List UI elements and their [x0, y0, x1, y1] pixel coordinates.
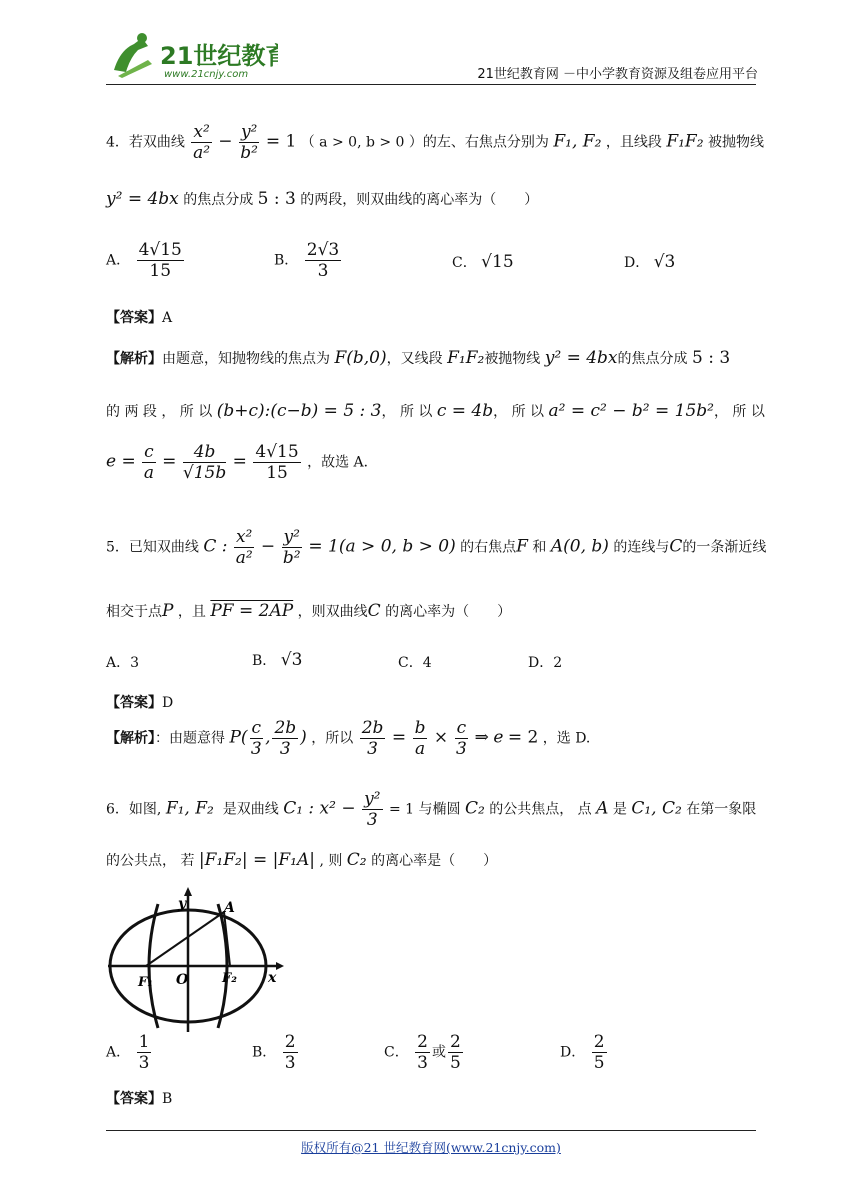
footer: [106, 1138, 756, 1156]
q5-option-b: B． √3: [252, 650, 303, 670]
q6-answer: 【答案】B: [106, 1091, 173, 1107]
ellipse-hyperbola-figure: [106, 884, 286, 1034]
question-6-line1: 6．如图, F₁, F₂ 是双曲线 C₁ : x² − $\frac{\text{y²}}{3}$ = 1 与椭圆 C₂ 的公共焦点， 点 A 是 C₁, C₂ 在第一象限: [106, 789, 757, 830]
footer-link[interactable]: 版权所有@21 世纪教育网(www.21cnjy.com): [301, 1140, 561, 1155]
q6-option-c: C． $\frac{2}{3}$ 或 $\frac{2}{5}$: [384, 1032, 461, 1073]
q4-analysis-line2: 的 两 段 ， 所 以 (b+c):(c−b) = 5 : 3， 所 以 c = 4b， 所 以 a² = c² − b² = 15b²， 所 以: [106, 401, 765, 421]
question-5-line1: 5．已知双曲线 C : $\frac{\text{x²}}{\text{a²}}$ − $\frac{\text{y²}}{\text{b²}}$ = 1(a > 0, b > 0) 的右焦点F 和 A(0, b) 的连线与C的一条渐近线: [106, 527, 767, 568]
q5-option-a: A．3: [106, 655, 140, 671]
header-tagline: 21世纪教育网 －中小学教育资源及组卷应用平台: [477, 67, 758, 82]
q4-option-d: D． √3: [624, 252, 676, 272]
q4-option-a: A． $\frac{4√15}{15}$: [106, 240, 182, 281]
svg-text:www.21cnjy.com: www.21cnjy.com: [164, 69, 249, 80]
question-4-line2: y² = 4bx 的焦点分成 5 : 3 的两段，则双曲线的离心率为（ ）: [106, 189, 539, 209]
q4-option-b: B． $\frac{2√3}{3}$: [274, 240, 340, 281]
label-y: y: [178, 896, 187, 912]
q4-analysis-line3: e = $\frac{c}{a}$ = $\frac{4b}{√15b}$ = $\frac{4√15}{15}$ ，故选 A．: [106, 442, 378, 483]
label-x: x: [268, 970, 277, 986]
q5-option-c: C．4: [398, 655, 432, 671]
question-6-line2: 的公共点， 若 |F₁F₂| = |F₁A| , 则 C₂ 的离心率是（ ）: [106, 850, 498, 870]
q5-option-d: D．2: [528, 655, 563, 671]
q6-option-b: B． $\frac{2}{3}$: [252, 1032, 296, 1073]
segment-f1a: [146, 912, 224, 966]
label-o: O: [176, 972, 189, 988]
label-f1: F₁: [138, 975, 153, 990]
label-f2: F₂: [222, 971, 237, 986]
site-logo: [108, 30, 278, 82]
q4-analysis-line1: 【解析】由题意，知抛物线的焦点为 F(b,0)，又线段 F₁F₂被抛物线 y² = 4bx的焦点分成 5 : 3: [106, 348, 731, 368]
header-divider: [106, 84, 756, 85]
q6-option-d: D． $\frac{2}{5}$: [560, 1032, 605, 1073]
question-4-line1: 4．若双曲线 $\frac{\text{x²}}{\text{a²}}$ − $\frac{\text{y²}}{\text{b²}}$ = 1 （ a > 0, b > 0 ）的左、右焦点分别为 F₁, F₂ ，且线段 F₁F₂ 被抛物线: [106, 122, 764, 163]
q5-answer: 【答案】D: [106, 695, 174, 711]
q5-analysis: 【解析】：由题意得 P( $\frac{c}{3}$ , $\frac{2b}{3}$ ) ，所以 $\frac{2b}{3}$ = $\frac{b}{a}$ × $\frac{c}{3}$ ⇒ e = 2 ，选 D.: [106, 718, 591, 759]
question-5-line2: 相交于点P ，且 PF = 2AP ，则双曲线C 的离心率为（ ）: [106, 601, 512, 621]
q6-option-a: A． $\frac{1}{3}$: [106, 1032, 150, 1073]
label-a: A: [224, 900, 235, 916]
q4-answer: 【答案】A: [106, 310, 173, 326]
svg-text:21世纪教育: 21世纪教育: [160, 42, 278, 70]
footer-divider: [106, 1130, 756, 1131]
q4-option-c: C． √15: [452, 252, 514, 272]
